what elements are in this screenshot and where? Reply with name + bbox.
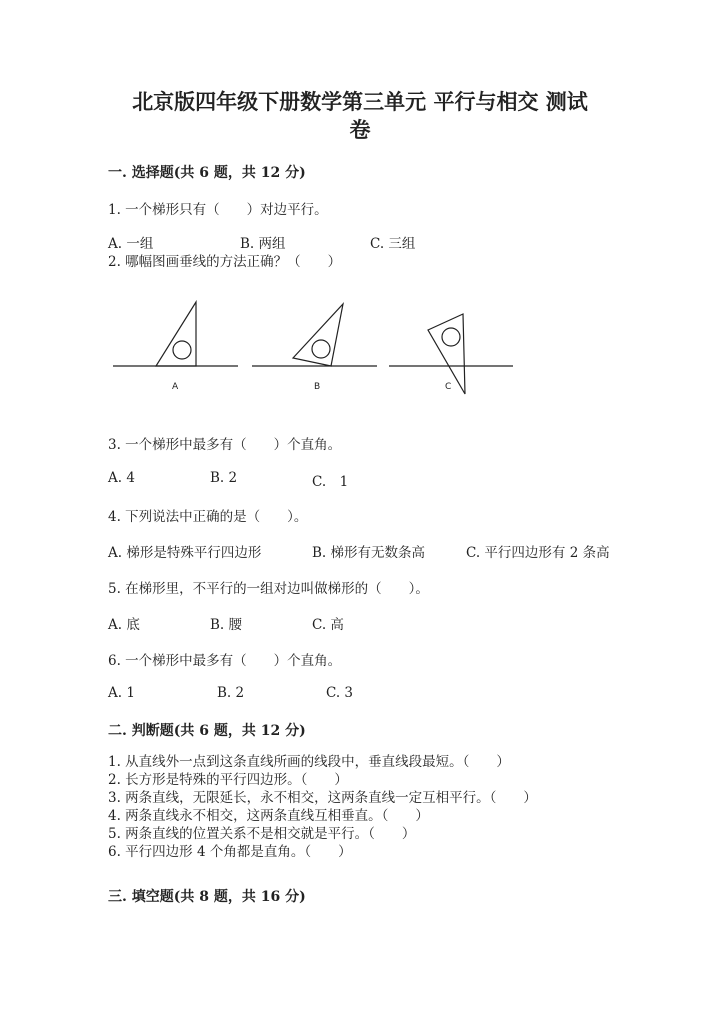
question-6-option-a[interactable]: A. 1 [108, 685, 135, 701]
question-5-option-b[interactable]: B. 腰 [210, 617, 243, 633]
question-3-option-a[interactable]: A. 4 [108, 470, 135, 486]
figure-b-circle [312, 340, 330, 358]
question-5-text: 5. 在梯形里，不平行的一组对边叫做梯形的（ ）。 [108, 581, 429, 597]
question-4-option-c[interactable]: C. 平行四边形有 2 条高 [466, 545, 610, 561]
figure-a-label: A [172, 382, 179, 392]
judge-item-1: 1. 从直线外一点到这条直线所画的线段中，垂直线段最短。（ ） [108, 754, 510, 770]
figure-b-label: B [314, 382, 321, 392]
judge-item-3: 3. 两条直线，无限延长，永不相交，这两条直线一定互相平行。（ ） [108, 790, 537, 806]
page-title-line1: 北京版四年级下册数学第三单元 平行与相交 测试 [132, 89, 588, 114]
judge-item-4: 4. 两条直线永不相交，这两条直线互相垂直。（ ） [108, 808, 429, 824]
figure-c-label: C [445, 382, 452, 392]
figure-b-triangle [293, 304, 343, 366]
question-3-option-b[interactable]: B. 2 [210, 470, 238, 486]
question-1-option-c[interactable]: C. 三组 [370, 236, 416, 252]
section-heading-judge: 二. 判断题(共 6 题，共 12 分) [108, 723, 306, 739]
question-3-option-c[interactable]: C. 1 [312, 474, 349, 490]
judge-item-6: 6. 平行四边形 4 个角都是直角。（ ） [108, 844, 352, 860]
judge-item-2: 2. 长方形是特殊的平行四边形。（ ） [108, 772, 348, 788]
question-4-option-a[interactable]: A. 梯形是特殊平行四边形 [108, 545, 262, 561]
section-heading-fill: 三. 填空题(共 8 题，共 16 分) [108, 889, 306, 905]
figure-b[interactable] [252, 304, 377, 392]
page-title-line2: 卷 [349, 117, 371, 142]
figure-a-circle [173, 341, 191, 359]
question-1-text: 1. 一个梯形只有（ ）对边平行。 [108, 202, 328, 218]
question-5-option-a[interactable]: A. 底 [108, 617, 140, 633]
question-1-option-a[interactable]: A. 一组 [108, 236, 154, 252]
question-6-option-b[interactable]: B. 2 [217, 685, 245, 701]
question-6-option-c[interactable]: C. 3 [326, 685, 354, 701]
question-4-text: 4. 下列说法中正确的是（ ）。 [108, 509, 308, 525]
figure-c[interactable] [389, 314, 513, 394]
question-5-option-c[interactable]: C. 高 [312, 617, 344, 633]
figure-a[interactable] [113, 302, 238, 392]
question-1-option-b[interactable]: B. 两组 [240, 236, 286, 252]
question-3-text: 3. 一个梯形中最多有（ ）个直角。 [108, 437, 342, 453]
question-6-text: 6. 一个梯形中最多有（ ）个直角。 [108, 653, 342, 669]
section-heading-choice: 一. 选择题(共 6 题，共 12 分) [108, 165, 306, 181]
question-2-text: 2. 哪幅图画垂线的方法正确？（ ） [108, 254, 342, 270]
question-4-option-b[interactable]: B. 梯形有无数条高 [312, 545, 426, 561]
judge-item-5: 5. 两条直线的位置关系不是相交就是平行。（ ） [108, 826, 416, 842]
figure-c-circle [442, 328, 460, 346]
